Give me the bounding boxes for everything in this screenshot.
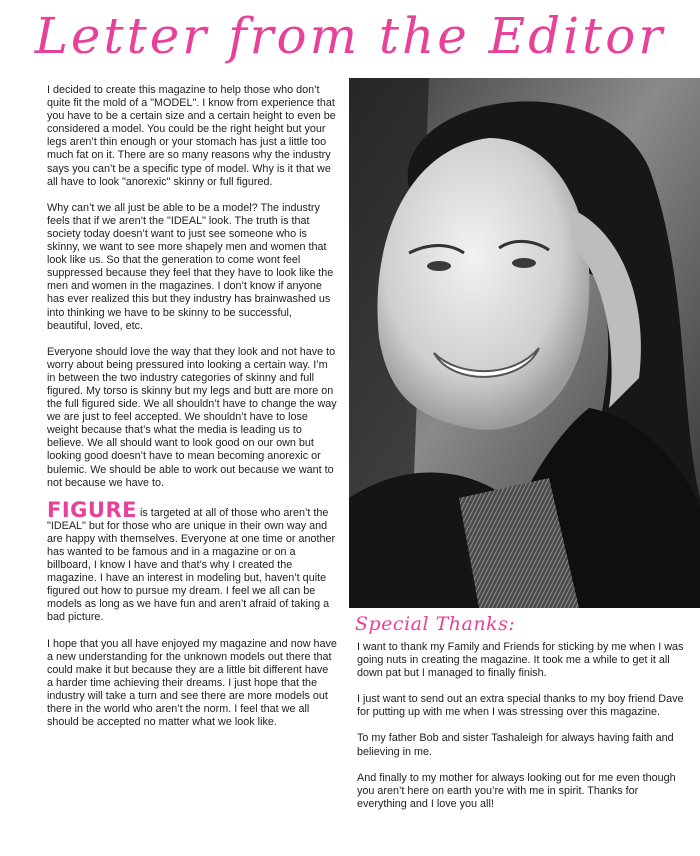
letter-paragraph-2: Why can’t we all just be able to be a model? The industry feels that if we aren’t the "IDEAL" look. The truth is that society today doesn’t want to just see someone who is skinny, we want to see more shapely men and women that look like us. So that the generation to come wont feel suppressed because they feel that they have to look like the men and women in the magazines. I don’t know if anyone has ever realized this but they industry has brainwashed us into thinking we have to be skinny to be successful, beautiful, loved, etc.	[47, 201, 334, 332]
editor-letter	[47, 84, 337, 742]
letter-paragraph-1: I decided to create this magazine to help those who don’t quite fit the mold of a "MODEL". I know from experience that you have to be a certain size and a certain height to even be considered a model. You could be the right height but your legs aren’t thin enough or your stomach has just a little too much fat on it. There are so many reasons why the industry says you can’t be a specific type of model. Why is it that we all have to look "anorexic" skinny or full figured.	[47, 84, 336, 188]
thanks-paragraph-1: I want to thank my Family and Friends for sticking by me when I was going nuts in creating the magazine. It took me a while to get it all down pat but I managed to finally finish.	[357, 641, 684, 680]
thanks-paragraph-4: And finally to my mother for always looking out for me even though you aren’t here on earth you’re with me in spirit. Thanks for everything and I love you all!	[357, 771, 676, 810]
portrait-illustration	[349, 78, 700, 608]
special-thanks-section	[357, 641, 687, 824]
thanks-paragraph-3: To my father Bob and sister Tashaleigh for always having faith and believing in me.	[357, 732, 674, 758]
letter-paragraph-4-text: is targeted at all of those who aren’t the "IDEAL" but for those who are unique in their own way and are happy with themselves. Everyone at one time or another has wanted to be famous and in a magazine or on a billboard, I know I have and that’s why I created the magazine. I have an interest in modeling but, haven’t quite figured out how to pursue my dream. I feel we all can be models as long as we have fun and aren’t afraid of taking a bad picture.	[47, 506, 336, 624]
page-title: Letter from the Editor	[34, 7, 666, 65]
editor-portrait-photo	[349, 78, 700, 608]
letter-paragraph-4	[47, 497, 337, 625]
figure-logo-text: FIGURE	[47, 497, 137, 522]
letter-paragraph-3: Everyone should love the way that they look and not have to worry about being pressured into looking a certain way. I’m in between the two industry categories of skinny and full figured. My torso is skinny but my legs and butt are more on the full figured side. We all shouldn’t have to change the way we are just to feel accepted. We shouldn’t have to lose weight because that’s what the media is leading us to believe. We all should want to look good on our own but looking good doesn’t have to mean becoming anorexic or bulemic. We should be able to work out because we want to not because we have to.	[47, 345, 337, 489]
letter-paragraph-5: I hope that you all have enjoyed my magazine and now have a new understanding for the unknown models out there that could make it but because they are a little bit different have a harder time achieving their dreams. I just hope that the industry will take a turn and see there are more models out there in the world who aren’t the norm. I feel that we all should be accepted no matter what we look like.	[47, 637, 337, 729]
thanks-paragraph-2: I just want to send out an extra special thanks to my boy friend Dave for putting up with me when I was stressing over this magazine.	[357, 693, 684, 719]
special-thanks-heading: Special Thanks:	[355, 613, 516, 635]
